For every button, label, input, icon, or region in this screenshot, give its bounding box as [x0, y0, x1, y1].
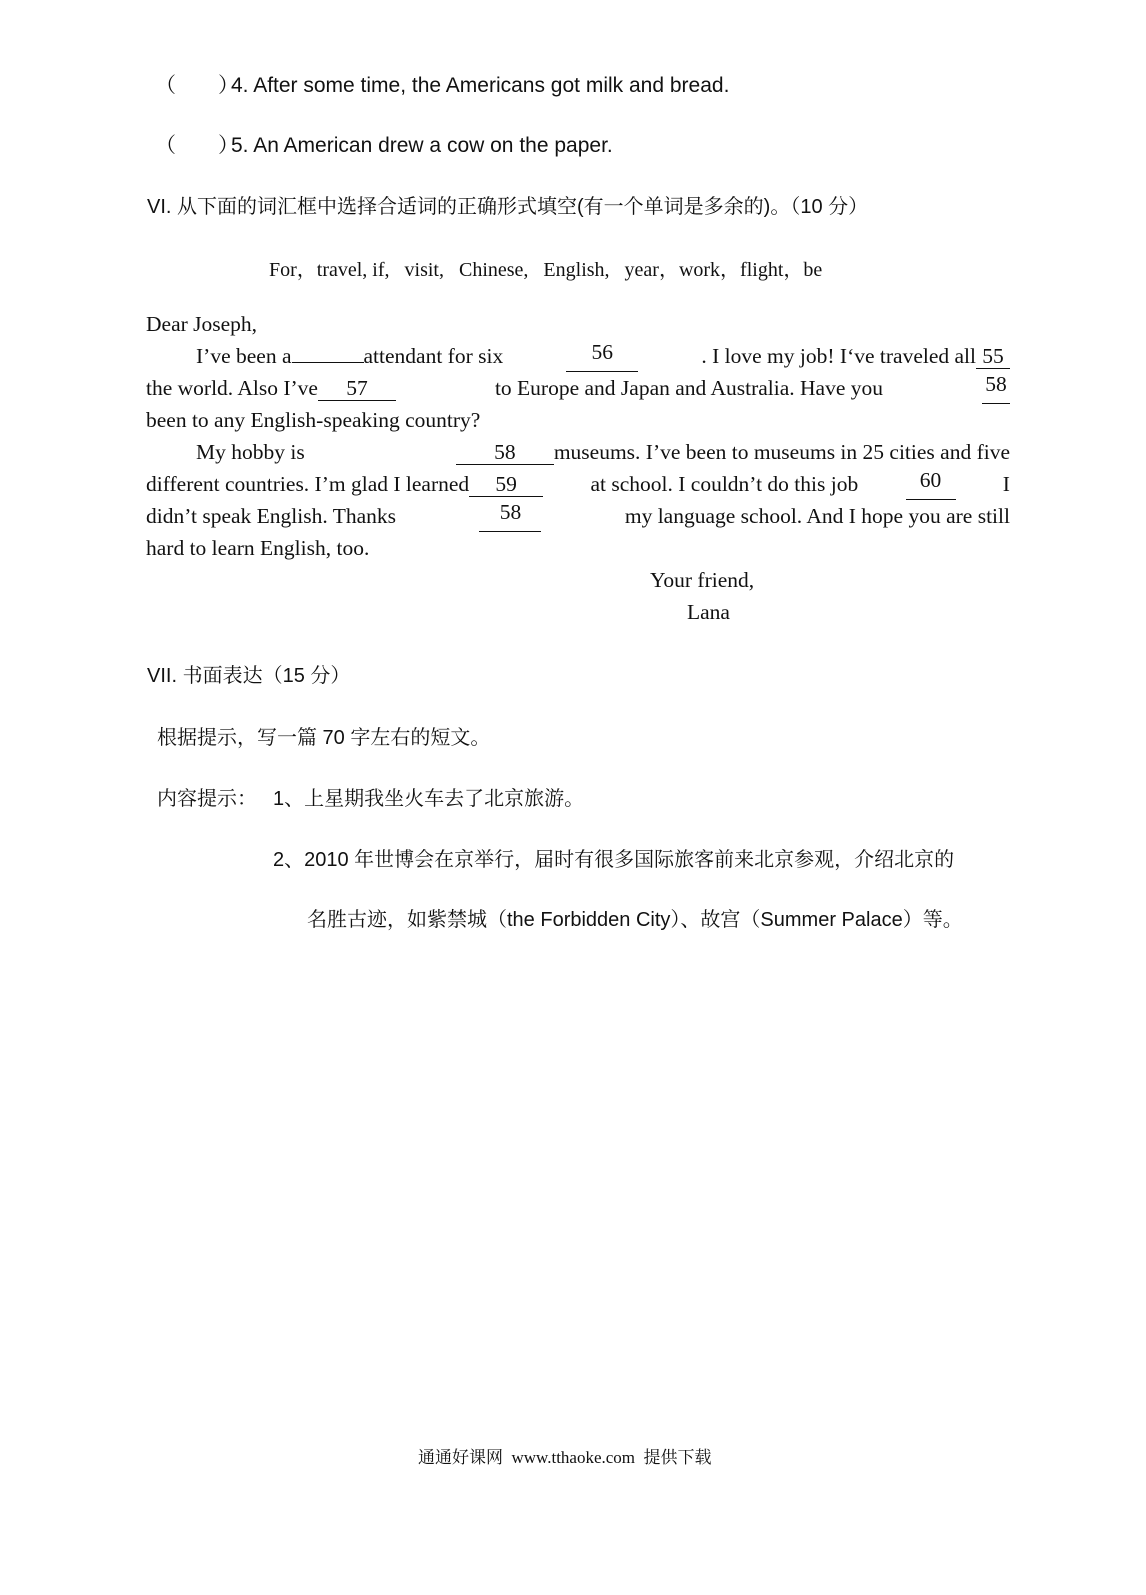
- hint-item: 1、上星期我坐火车去了北京旅游。: [273, 788, 585, 810]
- letter-greeting: Dear Joseph,: [146, 312, 258, 336]
- letter: [146, 308, 1010, 564]
- letter-line: hard to learn English, too.: [146, 536, 370, 560]
- letter-line: I’ve been a attendant for six 56 . I love my job! I‘ve traveled all 55: [146, 340, 1010, 372]
- letter-line: didn’t speak English. Thanks 58 my language school. And I hope you are still: [146, 500, 1010, 532]
- blank-59: 59: [469, 472, 543, 497]
- section-6-title: VI. 从下面的词汇框中选择合适词的正确形式填空(有一个单词是多余的)。（10 分）: [147, 196, 869, 218]
- footer-credit: 通通好课网 www.tthaoke.com 提供下载: [418, 1448, 712, 1467]
- letter-line: the world. Also I’ve 57 to Europe and Japan and Australia. Have you 58: [146, 372, 1010, 404]
- section-7-title: VII. 书面表达（15 分）: [147, 665, 351, 687]
- blank-60: 60: [906, 468, 956, 500]
- blank-56: 56: [566, 340, 638, 372]
- letter-signature: Lana: [687, 600, 730, 624]
- hint-item-continued: 名胜古迹，如紫禁城（the Forbidden City）、故宫（Summer Palace）等。: [307, 909, 963, 931]
- letter-line: different countries. I’m glad I learned 59 at school. I couldn’t do this job 60 I: [146, 468, 1010, 500]
- question-text: 4. After some time, the Americans got milk and bread.: [231, 74, 730, 97]
- word-bank: For，travel, if, visit, Chinese, English, year，work，flight，be: [269, 259, 823, 281]
- hint-item: 2、2010 年世博会在京举行，届时有很多国际旅客前来北京参观，介绍北京的: [273, 849, 955, 871]
- blank-55: 55: [976, 344, 1010, 369]
- letter-closing: Your friend,: [650, 568, 755, 592]
- hint-label: 内容提示：: [157, 788, 257, 810]
- question-5: [155, 129, 613, 159]
- blank-57: 57: [318, 376, 396, 401]
- blank-58: 58: [982, 372, 1010, 404]
- writing-instruction: 根据提示，写一篇 70 字左右的短文。: [157, 727, 491, 749]
- question-text: 5. An American drew a cow on the paper.: [231, 134, 613, 157]
- answer-parenthesis: （ ）: [155, 134, 239, 157]
- letter-line: My hobby is 58 museums. I’ve been to museums in 25 cities and five: [196, 440, 1010, 464]
- letter-line: been to any English-speaking country?: [146, 408, 481, 432]
- blank-58: 58: [479, 500, 541, 532]
- blank-58: 58: [456, 440, 554, 465]
- blank: [292, 362, 364, 363]
- question-4: [155, 69, 729, 99]
- answer-parenthesis: （ ）: [155, 74, 239, 97]
